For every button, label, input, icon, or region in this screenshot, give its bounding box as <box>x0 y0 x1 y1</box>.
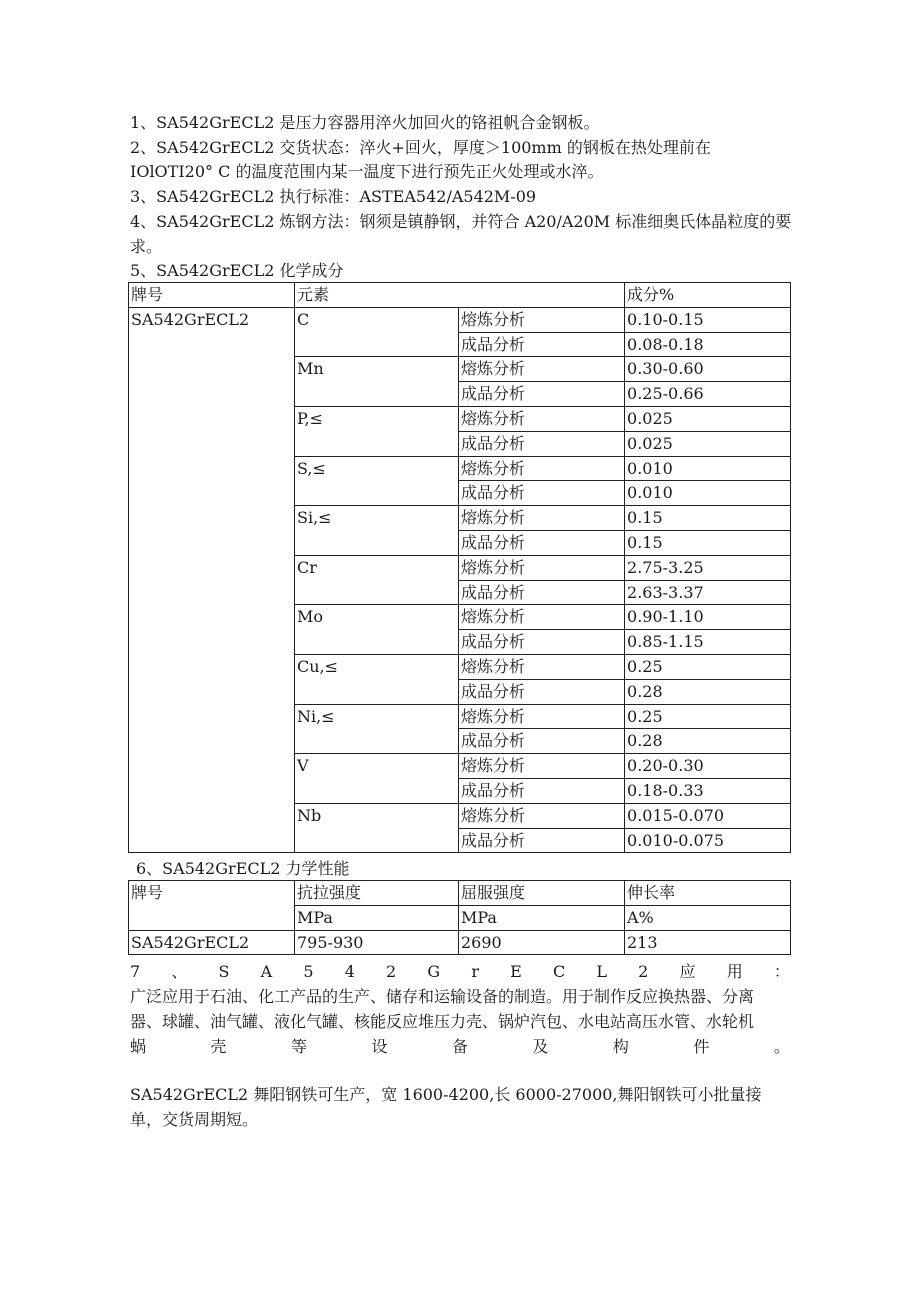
chem-element-cell: Mn <box>295 357 459 407</box>
application-heading-char: C <box>552 962 566 981</box>
mech-header-yield: 屈服强度 <box>459 881 625 906</box>
application-heading-char: r <box>471 962 479 981</box>
chem-method-cell: 熔炼分析 <box>459 406 625 431</box>
application-line-4 <box>130 1035 790 1059</box>
chem-value-cell: 0.25 <box>625 704 791 729</box>
mech-unit-yield: MPa <box>459 905 625 930</box>
chem-method-cell: 熔炼分析 <box>459 654 625 679</box>
chem-element-cell: Cr <box>295 555 459 605</box>
chem-title: 5、SA542GrECL2 化学成分 <box>130 261 344 280</box>
chem-method-cell: 熔炼分析 <box>459 704 625 729</box>
application-heading-char: 应 <box>679 962 696 981</box>
chem-element-cell: S,≤ <box>295 456 459 506</box>
chem-value-cell: 0.15 <box>625 506 791 531</box>
chem-element-cell: P,≤ <box>295 406 459 456</box>
chem-method-cell: 成品分析 <box>459 679 625 704</box>
mech-unit-tensile: MPa <box>295 905 459 930</box>
application-heading-char: 用 <box>726 962 743 981</box>
application-line-4-char: 备 <box>451 1037 468 1056</box>
chem-method-cell: 熔炼分析 <box>459 456 625 481</box>
chem-value-cell: 0.25-0.66 <box>625 382 791 407</box>
chem-element-cell: Si,≤ <box>295 506 459 556</box>
chem-header-row <box>129 283 791 308</box>
application-heading-char: 7 <box>130 962 141 981</box>
chem-method-cell: 熔炼分析 <box>459 555 625 580</box>
chem-value-cell: 0.025 <box>625 431 791 456</box>
application-line-4-char: 等 <box>290 1037 307 1056</box>
chem-header-content: 成分% <box>625 283 791 308</box>
application-heading-char: S <box>218 962 230 981</box>
chem-value-cell: 0.20-0.30 <box>625 754 791 779</box>
chem-value-cell: 0.010-0.075 <box>625 828 791 853</box>
chem-method-cell: 熔炼分析 <box>459 506 625 531</box>
application-heading-char: E <box>510 962 522 981</box>
chem-header-element: 元素 <box>295 283 625 308</box>
chem-value-cell: 0.010 <box>625 456 791 481</box>
chem-value-cell: 0.85-1.15 <box>625 630 791 655</box>
application-line-4-char: 件 <box>693 1037 710 1056</box>
chem-method-cell: 熔炼分析 <box>459 307 625 332</box>
intro-line-4b: 求。 <box>130 237 163 256</box>
mech-tensile: 795-930 <box>295 930 459 955</box>
application-line-3: 器、球罐、油气罐、液化气罐、核能反应堆压力壳、锅炉汽包、水电站高压水管、水轮机 <box>130 1012 755 1031</box>
mech-elongation: 213 <box>625 930 791 955</box>
chem-method-cell: 成品分析 <box>459 481 625 506</box>
chem-method-cell: 成品分析 <box>459 382 625 407</box>
chem-method-cell: 熔炼分析 <box>459 803 625 828</box>
chem-value-cell: 2.75-3.25 <box>625 555 791 580</box>
chem-method-cell: 成品分析 <box>459 431 625 456</box>
mech-header-grade: 牌号 <box>129 881 295 931</box>
application-line-2: 广泛应用于石油、化工产品的生产、储存和运输设备的制造。用于制作反应换热器、分离 <box>130 987 755 1006</box>
application-line-4-char: 壳 <box>210 1037 227 1056</box>
mech-title: 6、SA542GrECL2 力学性能 <box>136 859 350 878</box>
chem-method-cell: 成品分析 <box>459 530 625 555</box>
chemical-composition-table <box>128 282 791 853</box>
chem-method-cell: 成品分析 <box>459 630 625 655</box>
application-line-4-char: 构 <box>612 1037 629 1056</box>
chem-method-cell: 熔炼分析 <box>459 357 625 382</box>
application-heading-char: 、 <box>171 962 188 981</box>
chem-value-cell: 0.08-0.18 <box>625 332 791 357</box>
application-line-4-char: 及 <box>532 1037 549 1056</box>
chem-method-cell: 熔炼分析 <box>459 754 625 779</box>
application-heading-char: 2 <box>386 962 397 981</box>
chem-element-cell: Ni,≤ <box>295 704 459 754</box>
application-line-4-char: 设 <box>371 1037 388 1056</box>
chem-element-cell: Mo <box>295 605 459 655</box>
chem-value-cell: 0.010 <box>625 481 791 506</box>
chem-method-cell: 熔炼分析 <box>459 605 625 630</box>
application-heading-char: L <box>596 962 608 981</box>
chem-method-cell: 成品分析 <box>459 778 625 803</box>
application-heading <box>130 960 790 984</box>
intro-line-1: 1、SA542GrECL2 是压力容器用淬火加回火的铬祖帆合金钢板。 <box>130 113 600 132</box>
chem-header-grade: 牌号 <box>129 283 295 308</box>
mech-unit-elongation: A% <box>625 905 791 930</box>
chem-value-cell: 0.18-0.33 <box>625 778 791 803</box>
mech-grade: SA542GrECL2 <box>129 930 295 955</box>
chem-value-cell: 2.63-3.37 <box>625 580 791 605</box>
application-heading-char: A <box>260 962 273 981</box>
mech-yield: 2690 <box>459 930 625 955</box>
mech-header-row <box>129 881 791 906</box>
chem-method-cell: 成品分析 <box>459 332 625 357</box>
mech-data-row <box>129 930 791 955</box>
chem-method-cell: 成品分析 <box>459 580 625 605</box>
application-line-4-char: 。 <box>773 1037 790 1056</box>
intro-line-4a: 4、SA542GrECL2 炼钢方法：钢须是镇静钢，并符合 A20/A20M 标准细奥氏体晶粒度的要 <box>130 212 792 231</box>
chem-value-cell: 0.28 <box>625 679 791 704</box>
intro-line-2a: 2、SA542GrECL2 交货状态：淬火+回火，厚度＞100mm 的钢板在热处理前在 <box>130 138 711 157</box>
mechanical-properties-table <box>128 880 791 955</box>
chem-value-cell: 0.015-0.070 <box>625 803 791 828</box>
closing-line-1: SA542GrECL2 舞阳钢铁可生产，宽 1600-4200,长 6000-27000,舞阳钢铁可小批量接 <box>130 1085 762 1104</box>
chem-element-cell: Nb <box>295 803 459 853</box>
chem-value-cell: 0.025 <box>625 406 791 431</box>
chem-value-cell: 0.10-0.15 <box>625 307 791 332</box>
chem-value-cell: 0.90-1.10 <box>625 605 791 630</box>
chem-value-cell: 0.28 <box>625 729 791 754</box>
chem-value-cell: 0.30-0.60 <box>625 357 791 382</box>
application-heading-char: ： <box>773 962 790 981</box>
chem-method-cell: 成品分析 <box>459 729 625 754</box>
application-heading-char: G <box>427 962 441 981</box>
application-heading-char: 2 <box>638 962 649 981</box>
chem-method-cell: 成品分析 <box>459 828 625 853</box>
intro-line-2b: IOlOTI20° C 的温度范围内某一温度下进行预先正火处理或水淬。 <box>130 162 604 181</box>
chem-element-cell: V <box>295 754 459 804</box>
chem-element-cell: Cu,≤ <box>295 654 459 704</box>
chem-element-cell: C <box>295 307 459 357</box>
intro-line-3: 3、SA542GrECL2 执行标准：ASTEA542/A542M-09 <box>130 187 537 206</box>
chem-value-cell: 0.15 <box>625 530 791 555</box>
application-line-4-char: 蜗 <box>130 1037 147 1056</box>
mech-header-tensile: 抗拉强度 <box>295 881 459 906</box>
chem-row <box>129 307 791 332</box>
closing-line-2: 单，交货周期短。 <box>130 1110 259 1129</box>
chem-grade-cell: SA542GrECL2 <box>129 307 295 853</box>
mech-header-elongation: 伸长率 <box>625 881 791 906</box>
application-heading-char: 4 <box>344 962 355 981</box>
chem-value-cell: 0.25 <box>625 654 791 679</box>
application-heading-char: 5 <box>303 962 314 981</box>
